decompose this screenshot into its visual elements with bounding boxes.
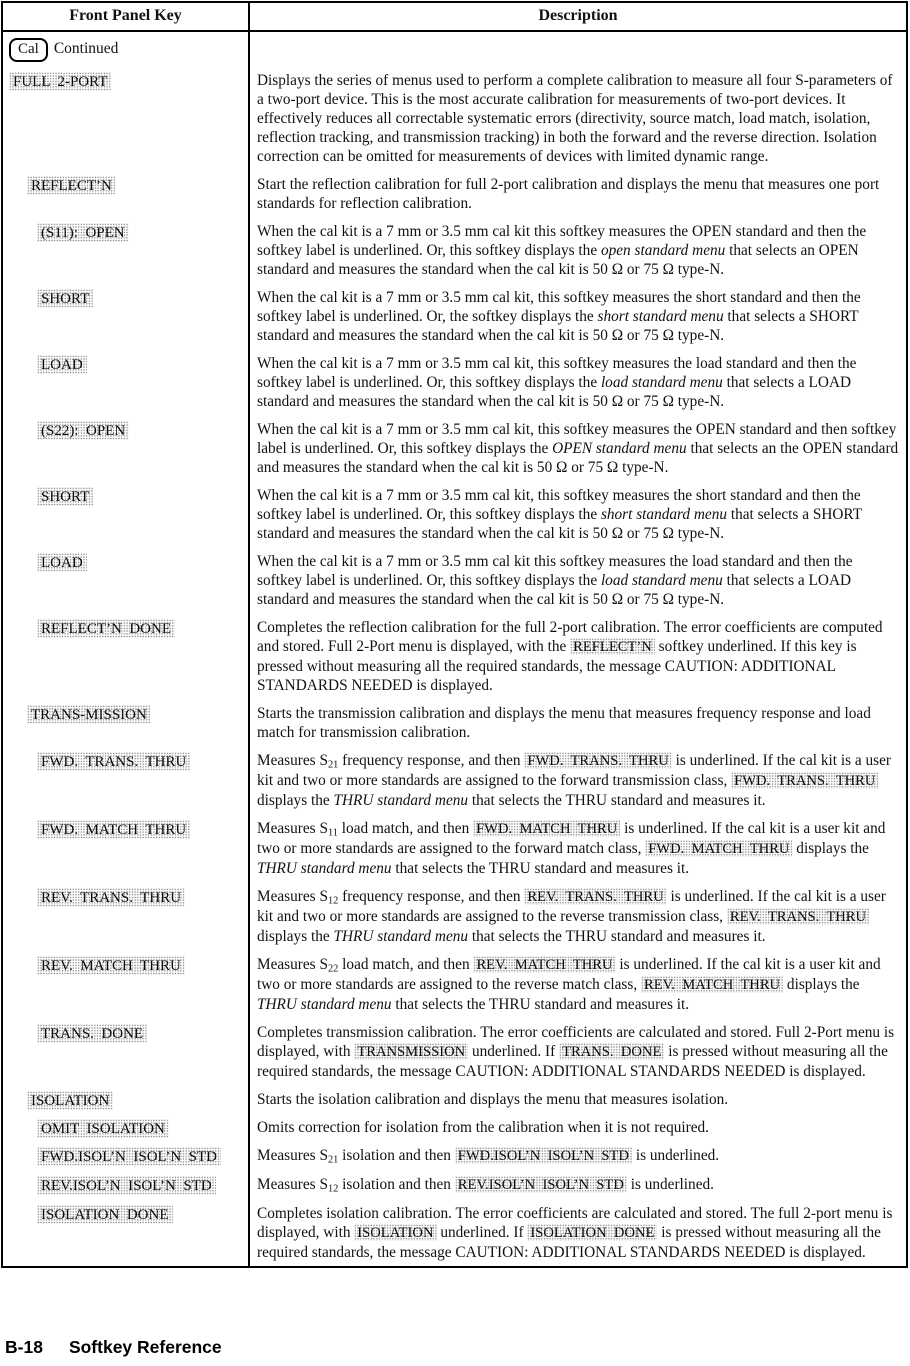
softkey-label: TRANS. DONE [37, 1024, 147, 1043]
description-cell: When the cal kit is a 7 mm or 3.5 mm cal kit this softkey measures the load standard and then the softkey label is underlined. Or, this softkey displays the load standard menu that selects a LOAD standard and measures the standard when the cal kit is 50 Ω or 75 Ω type-N. [248, 547, 906, 613]
softkey-ref: TRANSMISSION [354, 1043, 468, 1060]
s-parameter-subscript: 22 [327, 963, 339, 975]
softkey-label: TRANS-MISSION [27, 705, 151, 724]
key-cell [3, 1113, 248, 1141]
softkey-ref: FWD. MATCH THRU [473, 820, 620, 837]
softkey-ref: REV. TRANS. THRU [524, 888, 666, 905]
softkey-label: FWD.ISOL’N ISOL’N STD [37, 1147, 221, 1166]
softkey-label: SHORT [37, 487, 93, 506]
menu-name-italic: short standard menu [600, 506, 728, 523]
table-row [3, 547, 906, 613]
menu-name-italic: THRU standard menu [333, 792, 469, 809]
description-cell: Completes isolation calibration. The error coefficients are calculated and stored. The full 2-port menu is displayed, with ISOLATION underlined. If ISOLATION DONE is pressed without measuring all the required standards, the message CAUTION: ADDITIONAL STANDARDS NEEDED is displayed. [248, 1199, 906, 1266]
description-cell: Measures $S_{22}$ load match, and then REV. MATCH THRU is underlined. If the cal kit is a user kit and two or more standards are assigned to the reverse match class, REV. MATCH THRU displays the THRU standard menu that selects the THRU standard and measures it. [248, 950, 906, 1018]
table-row [3, 1199, 906, 1266]
table-row [3, 66, 906, 170]
softkey-label: LOAD [37, 355, 87, 374]
continued-row [3, 32, 906, 66]
table-row [3, 415, 906, 481]
description-cell: Displays the series of menus used to perform a complete calibration to measure all four S-parameters of a two-port device. This is the most accurate calibration for measurements of two-port devices. It effectively reduces all correctable systematic errors (directivity, source match, load match, isolation, reflection tracking, and transmission tracking) in both the forward and the reverse direction. Isolation correction can be omitted for measurements of devices with limited dynamic range. [248, 66, 906, 170]
table-row [3, 1141, 906, 1170]
table-row [3, 349, 906, 415]
header-front-panel-key: Front Panel Key [69, 7, 182, 24]
softkey-ref: FWD. MATCH THRU [645, 840, 792, 857]
table-row [3, 1170, 906, 1199]
continued-label: Continued [53, 40, 119, 57]
softkey-ref: ISOLATION [354, 1224, 436, 1241]
table-row [3, 814, 906, 882]
table-rows [3, 66, 906, 1266]
key-cell [3, 882, 248, 950]
table-row [3, 283, 906, 349]
table-header-row [3, 3, 906, 32]
softkey-label: ISOLATION DONE [37, 1205, 173, 1224]
softkey-label: SHORT [37, 289, 93, 308]
table-row [3, 950, 906, 1018]
table-row [3, 746, 906, 814]
softkey-label: REFLECT’N DONE [37, 619, 175, 638]
key-cell [3, 481, 248, 547]
table-row [3, 1085, 906, 1113]
table-row [3, 882, 906, 950]
header-description: Description [248, 3, 906, 30]
key-cell [3, 613, 248, 699]
description-cell: Measures $S_{12}$ isolation and then REV.ISOL’N ISOL’N STD is underlined. [248, 1170, 906, 1199]
softkey-label: (S22): OPEN [37, 421, 129, 440]
menu-name-italic: THRU standard menu [257, 996, 392, 1013]
key-cell [3, 1141, 248, 1170]
table-row [3, 1018, 906, 1085]
softkey-ref: REV. TRANS. THRU [727, 908, 869, 925]
description-cell: Completes transmission calibration. The error coefficients are calculated and stored. Full 2-Port menu is displayed, with TRANSMISSION underlined. If TRANS. DONE is pressed without measuring all the required standards, the message CAUTION: ADDITIONAL STANDARDS NEEDED is displayed. [248, 1018, 906, 1085]
key-cell [3, 950, 248, 1018]
softkey-label: REV.ISOL’N ISOL’N STD [37, 1176, 216, 1195]
page-number: B-18 [5, 1337, 43, 1357]
description-cell: Omits correction for isolation from the calibration when it is not required. [248, 1113, 906, 1141]
key-cell [3, 1199, 248, 1266]
key-cell [3, 547, 248, 613]
s-parameter-subscript: 12 [327, 1183, 339, 1195]
softkey-label: FULL 2-PORT [9, 72, 111, 91]
continued-description-cell [248, 32, 906, 66]
key-cell [3, 1170, 248, 1199]
table-row [3, 613, 906, 699]
key-cell [3, 66, 248, 170]
softkey-label: FWD. MATCH THRU [37, 820, 190, 839]
key-cell [3, 814, 248, 882]
softkey-label: (S11): OPEN [37, 223, 129, 242]
key-cell [3, 349, 248, 415]
key-cell [3, 217, 248, 283]
s-parameter-subscript: 21 [327, 759, 339, 771]
description-cell: Measures $S_{21}$ frequency response, and then FWD. TRANS. THRU is underlined. If the cal kit is a user kit and two or more standards are assigned to the forward transmission class, FWD. TRANS. THRU displays the THRU standard menu that selects the THRU standard and measures it. [248, 746, 906, 814]
softkey-ref: REV. MATCH THRU [473, 956, 615, 973]
cal-front-panel-key: Cal [9, 38, 48, 62]
softkey-ref: FWD.ISOL’N ISOL’N STD [455, 1147, 632, 1164]
description-cell: Starts the transmission calibration and displays the menu that measures frequency response and load match for transmission calibration. [248, 699, 906, 746]
key-cell [3, 699, 248, 746]
s-parameter-subscript: 11 [327, 827, 338, 839]
softkey-ref: REV. MATCH THRU [641, 976, 783, 993]
softkey-ref: TRANS. DONE [559, 1043, 664, 1060]
softkey-ref: REFLECT’N [570, 638, 655, 655]
key-cell [3, 283, 248, 349]
softkey-label: ISOLATION [27, 1091, 113, 1110]
softkey-label: REV. MATCH THRU [37, 956, 185, 975]
footer-title: Softkey Reference [68, 1337, 222, 1357]
description-cell: Measures $S_{11}$ load match, and then FWD. MATCH THRU is underlined. If the cal kit is a user kit and two or more standards are assigned to the forward match class, FWD. MATCH THRU displays the THRU standard menu that selects the THRU standard and measures it. [248, 814, 906, 882]
menu-name-italic: open standard menu [600, 242, 726, 259]
s-parameter-subscript: 21 [327, 1154, 339, 1166]
description-cell: Measures $S_{12}$ frequency response, and then REV. TRANS. THRU is underlined. If the cal kit is a user kit and two or more standards are assigned to the reverse transmission class, REV. TRANS. THRU displays the THRU standard menu that selects the THRU standard and measures it. [248, 882, 906, 950]
description-cell: When the cal kit is a 7 mm or 3.5 mm cal kit, this softkey measures the short standard and then the softkey label is underlined. Or, this softkey displays the short standard menu that selects a SHORT standard and measures the standard when the cal kit is 50 Ω or 75 Ω type-N. [248, 481, 906, 547]
menu-name-italic: load standard menu [600, 374, 723, 391]
key-cell [3, 746, 248, 814]
softkey-ref: ISOLATION DONE [527, 1224, 657, 1241]
softkey-label: FWD. TRANS. THRU [37, 752, 190, 771]
description-cell: When the cal kit is a 7 mm or 3.5 mm cal kit, this softkey measures the load standard and then the softkey label is underlined. Or, this softkey displays the load standard menu that selects a LOAD standard and measures the standard when the cal kit is 50 Ω or 75 Ω type-N. [248, 349, 906, 415]
description-cell: Start the reflection calibration for full 2-port calibration and displays the menu that measures one port standards for reflection calibration. [248, 170, 906, 217]
description-cell: When the cal kit is a 7 mm or 3.5 mm cal kit, this softkey measures the short standard and then the softkey label is underlined. Or, the softkey displays the short standard menu that selects a SHORT standard and measures the standard when the cal kit is 50 Ω or 75 Ω type-N. [248, 283, 906, 349]
key-cell [3, 1085, 248, 1113]
softkey-ref: REV.ISOL’N ISOL’N STD [455, 1176, 627, 1193]
key-cell [3, 415, 248, 481]
s-parameter-subscript: 12 [327, 895, 339, 907]
table-row [3, 1113, 906, 1141]
menu-name-italic: THRU standard menu [257, 860, 392, 877]
continued-cell [3, 32, 248, 66]
description-cell: When the cal kit is a 7 mm or 3.5 mm cal kit, this softkey measures the OPEN standard and then softkey label is underlined. Or, this softkey displays the OPEN standard menu that selects an the OPEN standard and measures the standard when the cal kit is 50 Ω or 75 Ω type-N. [248, 415, 906, 481]
description-cell: Completes the reflection calibration for the full 2-port calibration. The error coefficients are computed and stored. Full 2-Port menu is displayed, with the REFLECT’N softkey underlined. If this key is pressed without measuring all the required standards, the message CAUTION: ADDITIONAL STANDARDS NEEDED is displayed. [248, 613, 906, 699]
softkey-label: REV. TRANS. THRU [37, 888, 185, 907]
menu-name-italic: short standard menu [597, 308, 724, 325]
key-cell [3, 170, 248, 217]
softkey-label: OMIT ISOLATION [37, 1119, 169, 1138]
menu-name-italic: OPEN standard menu [552, 440, 687, 457]
table-row [3, 481, 906, 547]
softkey-ref: FWD. TRANS. THRU [524, 752, 671, 769]
table-row [3, 699, 906, 746]
table-row [3, 170, 906, 217]
softkey-label: REFLECT’N [27, 176, 116, 195]
table-row [3, 217, 906, 283]
softkey-label: LOAD [37, 553, 87, 572]
menu-name-italic: THRU standard menu [333, 928, 469, 945]
menu-name-italic: load standard menu [600, 572, 723, 589]
softkey-table [1, 1, 908, 1268]
softkey-ref: FWD. TRANS. THRU [731, 772, 878, 789]
description-cell: Measures $S_{21}$ isolation and then FWD.ISOL’N ISOL’N STD is underlined. [248, 1141, 906, 1170]
description-cell: When the cal kit is a 7 mm or 3.5 mm cal kit this softkey measures the OPEN standard and then the softkey label is underlined. Or, this softkey displays the open standard menu that selects an OPEN standard and measures the standard when the cal kit is 50 Ω or 75 Ω type-N. [248, 217, 906, 283]
description-cell: Starts the isolation calibration and displays the menu that measures isolation. [248, 1085, 906, 1113]
key-cell [3, 1018, 248, 1085]
page-footer [5, 1337, 222, 1358]
